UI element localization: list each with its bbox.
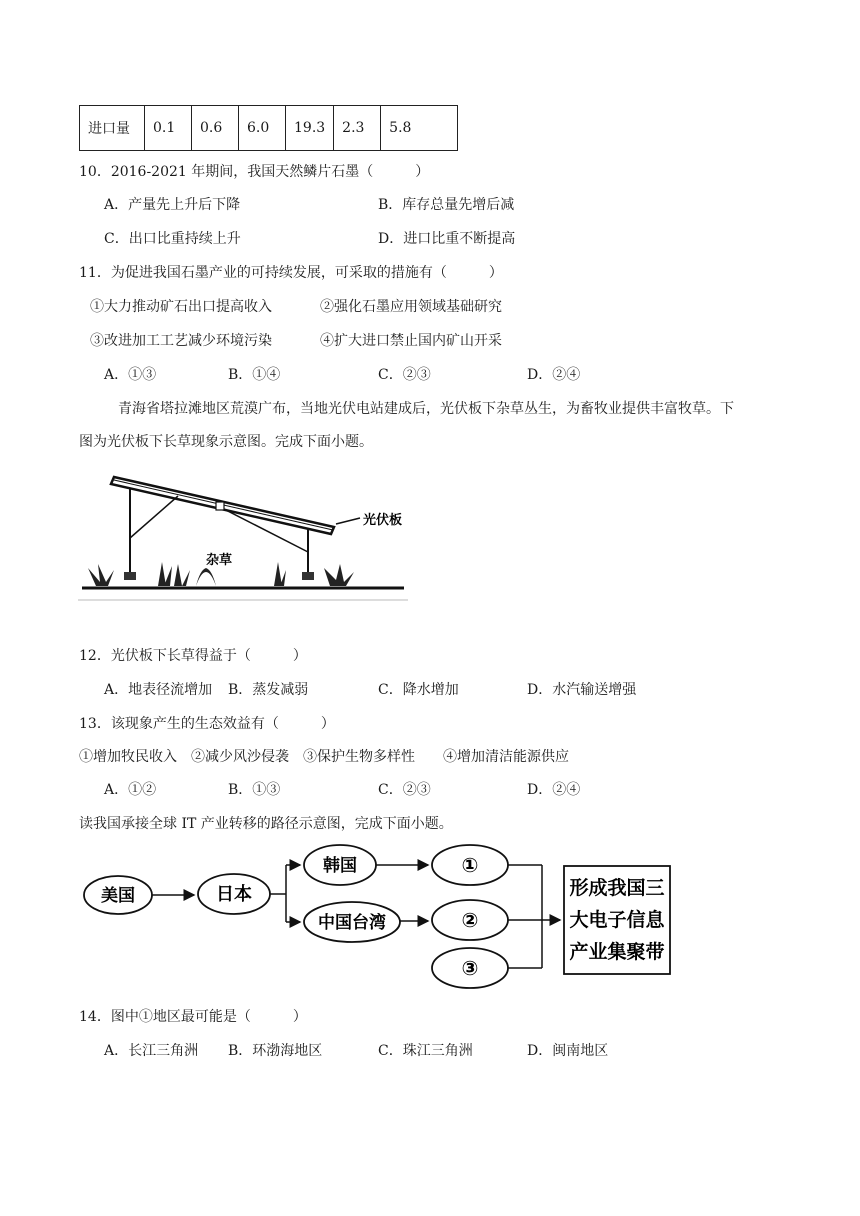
table-cell: 2.3: [334, 106, 381, 151]
q14-option-d: D．闽南地区: [527, 1043, 609, 1059]
q10-option-a: A．产量先上升后下降: [104, 197, 241, 213]
q14-stem: 14．图中①地区最可能是（ ）: [79, 1009, 307, 1025]
q13-stem: 13．该现象产生的生态效益有（ ）: [79, 716, 335, 732]
q11-option-a: A．①③: [104, 367, 157, 383]
q10-stem: 10．2016-2021 年期间，我国天然鳞片石墨（ ）: [79, 164, 430, 180]
table-cell: 6.0: [239, 106, 286, 151]
q13-option-c: C．②③: [378, 782, 431, 798]
row-header-cell: 进口量: [80, 106, 145, 151]
q14-option-c: C．珠江三角洲: [378, 1043, 473, 1059]
table-cell: 5.8: [381, 106, 458, 151]
q10-option-b: B．库存总量先增后减: [378, 197, 515, 213]
q12-option-d: D．水汽输送增强: [527, 682, 637, 698]
q12-stem: 12．光伏板下长草得益于（ ）: [79, 648, 307, 664]
import-volume-table: [79, 105, 458, 151]
it-transfer-figure: [76, 822, 676, 992]
japan-label: 日本: [216, 884, 252, 905]
q11-option-d: D．②④: [527, 367, 581, 383]
taiwan-label: 中国台湾: [318, 913, 386, 933]
region-3-label: ③: [461, 956, 479, 980]
pv-panel-figure: [78, 472, 408, 604]
korea-label: 韩国: [323, 856, 357, 876]
weed-label: 杂草: [206, 553, 233, 568]
region-1-label: ①: [461, 853, 479, 877]
q13-option-a: A．①②: [104, 782, 157, 798]
table-cell: 0.6: [192, 106, 239, 151]
q11-statement-2: ②强化石墨应用领域基础研究: [320, 299, 502, 315]
passage-1-line-1: 青海省塔拉滩地区荒漠广布，当地光伏电站建成后，光伏板下杂草丛生，为畜牧业提供丰富牧草。下: [118, 401, 734, 417]
q13-option-d: D．②④: [527, 782, 581, 798]
q11-option-b: B．①④: [228, 367, 281, 383]
q10-option-d: D．进口比重不断提高: [378, 231, 516, 247]
result-line-1: 形成我国三: [569, 877, 665, 899]
table-row: [80, 106, 458, 151]
q14-option-b: B．环渤海地区: [228, 1043, 323, 1059]
q11-statement-4: ④扩大进口禁止国内矿山开采: [320, 333, 502, 349]
usa-label: 美国: [101, 886, 135, 906]
it-transfer-diagram: [76, 822, 676, 992]
passage-1-line-2: 图为光伏板下长草现象示意图。完成下面小题。: [79, 434, 373, 450]
q12-option-a: A．地表径流增加: [104, 682, 213, 698]
passage-2: 读我国承接全球 IT 产业转移的路径示意图，完成下面小题。: [79, 816, 453, 832]
q13-statements: ①增加牧民收入 ②减少风沙侵袭 ③保护生物多样性 ④增加清洁能源供应: [79, 749, 569, 765]
panel-label: 光伏板: [363, 513, 403, 528]
table-cell: 19.3: [286, 106, 334, 151]
q14-option-a: A．长江三角洲: [104, 1043, 199, 1059]
result-line-2: 大电子信息: [569, 909, 665, 931]
pv-panel-diagram: [78, 472, 408, 604]
q13-option-b: B．①③: [228, 782, 281, 798]
table-cell: 0.1: [145, 106, 192, 151]
q11-statement-3: ③改进加工工艺减少环境污染: [90, 333, 272, 349]
q11-option-c: C．②③: [378, 367, 431, 383]
q12-option-c: C．降水增加: [378, 682, 459, 698]
region-2-label: ②: [461, 908, 479, 932]
q11-statement-1: ①大力推动矿石出口提高收入: [90, 299, 272, 315]
q12-option-b: B．蒸发减弱: [228, 682, 309, 698]
q11-stem: 11．为促进我国石墨产业的可持续发展，可采取的措施有（ ）: [79, 265, 503, 281]
q10-option-c: C．出口比重持续上升: [104, 231, 241, 247]
result-line-3: 产业集聚带: [569, 941, 665, 963]
